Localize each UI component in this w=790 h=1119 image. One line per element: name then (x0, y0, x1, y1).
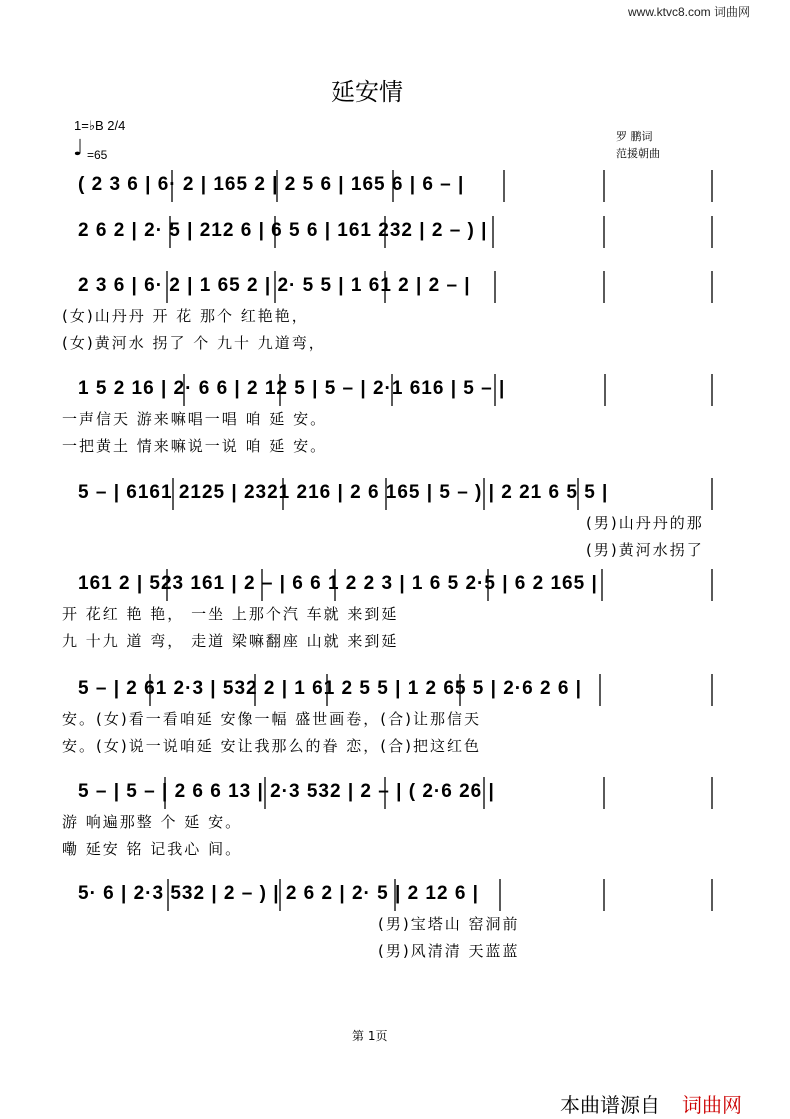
notation-line: 5 – | 5 – | 2 6 6 13 | 2·3 532 | 2 – | ( 2·6 26 | (78, 781, 495, 802)
lyric-line: (女)黄河水 拐了 个 九十 九道弯， (62, 334, 326, 352)
source-brand[interactable]: 词曲网 (682, 1093, 742, 1117)
quarter-note-icon: ♩ (73, 136, 84, 161)
key-signature: 1=♭B 2/4 (74, 118, 126, 133)
score-system (0, 672, 790, 712)
lyric-line: 开 花红 艳 艳， 一坐 上那个汽 车就 来到延 (62, 605, 399, 623)
notation-line: 1 5 2 16 | 2· 6 6 | 2 12 5 | 5 – | 2·1 616 | 5 – | (78, 378, 506, 399)
lyric-line: 一声信天 游来嘛唱一唱 咱 延 安。 (62, 410, 328, 428)
score-system (0, 567, 790, 607)
score-system (0, 476, 790, 516)
notation-line: 5 – | 2 61 2·3 | 532 2 | 1 61 2 5 5 | 1 2 65 5 | 2·6 2 6 | (78, 678, 582, 699)
lyric-line: 安。(女)看一看咱延 安像一幅 盛世画卷，(合)让那信天 (62, 710, 481, 728)
lyricist-credit: 罗 鹏词 (616, 130, 653, 143)
lyric-line: (男)宝塔山 窑洞前 (378, 915, 520, 933)
lyric-line: (男)风清清 天蓝蓝 (378, 942, 520, 960)
lyric-line: 游 响遍那整 个 延 安。 (62, 813, 243, 831)
source-label: 本曲谱源自 (560, 1093, 660, 1117)
lyric-line: 安。(女)说一说咱延 安让我那么的眷 恋，(合)把这红色 (62, 737, 481, 755)
lyric-line: 嘞 延安 铭 记我心 间。 (62, 840, 243, 858)
tempo-mark: =65 (87, 148, 108, 162)
score-system (0, 877, 790, 917)
score-system (0, 168, 790, 208)
notation-line: 5 – | 6161 2125 | 2321 216 | 2 6 165 | 5 – ) | 2 21 6 5 5 | (78, 482, 609, 503)
lyric-line: (男)黄河水拐了 (586, 541, 704, 559)
lyric-line: 九 十九 道 弯， 走道 梁嘛翻座 山就 来到延 (62, 632, 399, 650)
score-system (0, 214, 790, 254)
lyric-line: 一把黄土 情来嘛说一说 咱 延 安。 (62, 437, 328, 455)
song-title: 延安情 (331, 78, 403, 106)
score-system (0, 775, 790, 815)
lyric-line: (女)山丹丹 开 花 那个 红艳艳， (62, 307, 309, 325)
lyric-line: (男)山丹丹的那 (586, 514, 704, 532)
notation-line: ( 2 3 6 | 6· 2 | 165 2 | 2 5 6 | 165 6 | 6 – | (78, 174, 465, 195)
site-watermark[interactable]: www.ktvc8.com 词曲网 (628, 5, 751, 19)
score-system (0, 269, 790, 309)
notation-line: 2 3 6 | 6· 2 | 1 65 2 | 2· 5 5 | 1 61 2 | 2 – | (78, 275, 471, 296)
score-system (0, 372, 790, 412)
notation-line: 161 2 | 523 161 | 2 – | 6 6 1 2 2 3 | 1 6 5 2·5 | 6 2 165 | (78, 573, 598, 594)
notation-line: 5· 6 | 2·3 532 | 2 – ) | 2 6 2 | 2· 5 | 2 12 6 | (78, 883, 479, 904)
notation-line: 2 6 2 | 2· 5 | 212 6 | 6 5 6 | 161 232 | 2 – ) | (78, 220, 488, 241)
composer-credit: 范援朝曲 (616, 147, 660, 160)
page-number: 第 1页 (352, 1029, 388, 1043)
